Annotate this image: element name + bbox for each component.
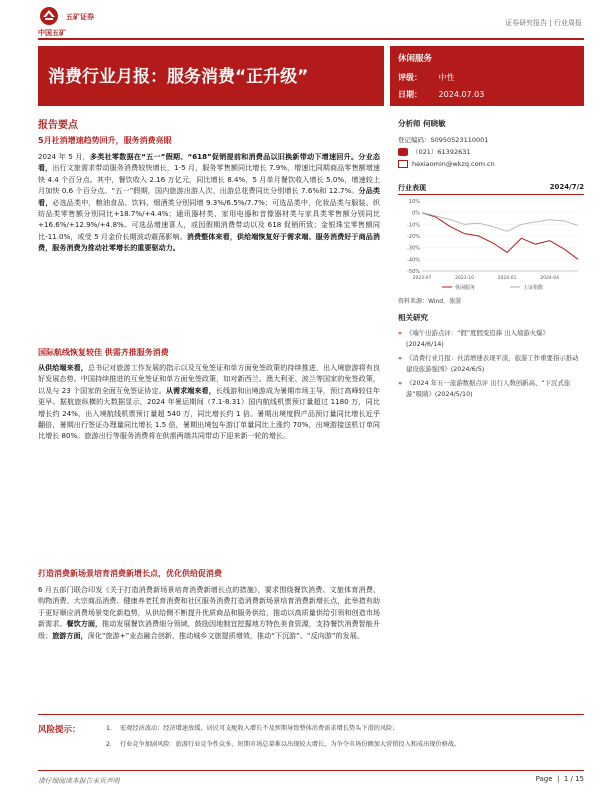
- y-tick-label: -10%: [407, 222, 420, 229]
- header-divider: [38, 38, 584, 40]
- title-banner: [38, 46, 384, 106]
- rating-value: 中性: [438, 73, 455, 82]
- subheading-1: 5月社消增速趋势回升，服务消费亮眼: [38, 136, 172, 145]
- chart-title: 行业表现: [398, 184, 426, 192]
- date-row: [398, 89, 484, 100]
- analyst-email[interactable]: hexiaomin@wkzq.com.cn: [412, 160, 495, 168]
- footer-divider: [38, 770, 584, 771]
- x-tick-label: 2024-01: [497, 276, 517, 281]
- legend-label: 休闲服务: [455, 285, 476, 291]
- y-tick-label: -20%: [407, 234, 420, 240]
- industry-performance-chart: [398, 183, 584, 305]
- logo-securities-name: 五矿证券: [66, 13, 94, 21]
- analyst-email-row: [398, 158, 584, 170]
- y-tick-label: 10%: [408, 199, 420, 205]
- x-tick-label: 2024-04: [540, 276, 560, 281]
- logo-company-name: 中国五矿: [38, 29, 66, 37]
- related-research: [398, 312, 584, 404]
- series-line-1: [422, 213, 578, 232]
- chart-source: 资料来源：Wind，旅游: [398, 298, 462, 305]
- risk-item: 2. 行业竞争加剧风险：旅游行业竞争性众多、短期市场总量难以出现较大增长，为争夺市场份额加大营销投入和成出现价格战。: [106, 741, 461, 748]
- y-tick-label: -30%: [407, 245, 420, 252]
- page-number: Page | 1 / 15: [535, 775, 584, 783]
- y-tick-label: -50%: [407, 269, 420, 275]
- y-tick-label: 0%: [412, 210, 420, 217]
- analyst-cert: 登记编码：S0950523110001: [398, 136, 489, 144]
- industry-name: 休闲服务: [398, 54, 433, 64]
- phone-icon: [398, 148, 408, 156]
- analyst-name: 分析师 何晓敏: [398, 119, 446, 128]
- report-title: 消费行业月报：服务消费“正升级”: [48, 67, 309, 87]
- analyst-phone: （021）61392631: [412, 148, 471, 156]
- company-logo-mark-icon: [38, 6, 60, 26]
- chart-header: [398, 183, 584, 195]
- subheading-2: 国际航线恢复较佳 供需齐推服务消费: [38, 348, 169, 357]
- risk-item: 1. 宏观经济波动：经济增速放缓、居民可支配收入增长不及预期导致整体消费需求增长势头下滑的风险；: [106, 725, 399, 732]
- paragraph-2: 从供给端来看，总书记对旅游工作发展的指示以及互免签证和单方面免签政策的持续推进，出入境旅游将有良好发展态势。中国持续推进的互免签证和单方面免签政策，如对新西兰、澳大利亚、波兰等国家的免签政策，以及与 23 个国家的全面互免签证协定。从需求端来看，长线游和出境游成为暑期市场主导，预订高峰较往年更早。据航旅纵横的大数据显示，2024 年暑运期间（7.1-8.31）国内航线机票预订量超过 1180 万，同比增长约 24%，出入境航线机票预订量超 540 万，同比增长约 1 倍。暑期出境度假产品预订量同比增长近乎翻倍，暑期出行签证办理量同比增长 1.5 倍，暑期出境包车游订单量同比上涨约 70%，出境游接送机订单同比增长 80%。旅游出行等服务消费将在供需两端共同带动下迎来新一轮的增长。: [38, 363, 381, 441]
- chart-svg: [398, 197, 584, 294]
- x-tick-label: 2023-07: [412, 276, 432, 281]
- related-item[interactable]: » 《端午出游点评：“假”度假变追捧 出入境游火爆》(2024/6/14): [398, 328, 584, 349]
- x-tick-label: 2023-10: [455, 276, 474, 281]
- analyst-phone-row: [398, 146, 584, 158]
- chart-date: 2024/7/2: [549, 183, 584, 191]
- date-label: 日期：: [398, 90, 422, 99]
- related-item[interactable]: » 《2024 年五一旅游数据点评 出行人数创新高、“下沉式旅游”吸睛》(2024/5/10): [398, 378, 584, 399]
- risk-section: [38, 714, 584, 768]
- rating-label: 评级：: [398, 73, 422, 82]
- company-logo: [38, 6, 128, 40]
- analyst-info: [398, 118, 584, 170]
- subheading-3: 打造消费新场景培育消费新增长点，优化供给促消费: [38, 569, 222, 578]
- paragraph-1: 2024 年 5 月，多类社零数据在“五一”假期、“618”促销提前和消费品以旧换新带动下增速回升。分业态看，出行文旅需求带动服务消费较快增长，1-5 月，服务零售额同比增长 7.9%，增速比同期商品零售额增速快 4.4 个百分点。其中，餐饮收入 2.16 万亿元，同比增长 8.4%，5 月单月餐饮收入增长 5.0%，增速较上月加快 0.6 个百分点。“五一”假期，国内旅游出游人次、出游总花费同比分别增长 7.6%和 12.7%。分品类看，必选品类中，粮油食品、饮料、烟酒类分别同增 9.3%/6.5%/7.7%；可选品类中，化妆品类与服装、织纺品类零售额分别同比+18.7%/+4.4%；通讯器材类、家用电器和音像器材类与家具类零售额分别同比+16.6%/+12.9%/+4.8%。可选品增速喜人，或因假期消费带动以及 618 促销所致；金银珠宝零售额同比-11.0%，或受 5 月金价长期波动震荡影响。消费整体来看，供给端恢复好于需求端、服务消费好于商品消费，服务消费为推动社零增长的重要驱动力。: [38, 152, 381, 253]
- risk-label: 风险提示：: [38, 725, 81, 735]
- related-item[interactable]: » 《消费行业月报：社消增速表现平淡，旅游工作重要指示推动建设旅游强国》(2024/6/5): [398, 353, 584, 374]
- related-title: 相关研究: [398, 313, 428, 322]
- page-label: Page: [535, 775, 553, 783]
- report-category: 证券研究报告 | 行业周报: [505, 19, 582, 27]
- rating-row: [398, 72, 455, 83]
- date-value: 2024.07.03: [438, 90, 485, 99]
- section-title: 报告要点: [38, 120, 78, 131]
- y-tick-label: -40%: [407, 257, 420, 264]
- footer-disclaimer: 请仔细阅读本报告末页声明: [38, 777, 120, 785]
- legend-label: 上证指数: [523, 285, 544, 291]
- rating-panel: [390, 46, 584, 106]
- page-value: 1 / 15: [563, 775, 584, 783]
- mail-icon: [398, 160, 408, 168]
- paragraph-3: 6 月五部门联合印发《关于打造消费新场景培育消费新增长点的措施》，要求围绕餐饮消费、文旅体育消费、购物消费、大宗商品消费、健康养老托育消费和社区服务消费打造消费新场景培育消费新增长点，此举措有助于更好顺应消费场景变化新趋势，从供给侧不断提升优质商品和服务供给，推动以高质量供给引领和创造市场新需求。餐饮方面，推动发展餐饮消费细分领域，鼓励因地制宜挖掘地方特色美食资源，支持餐饮消费智能升级；旅游方面，深化“旅游+”业态融合创新，推动城乡文旅提质增效，推动“下沉游”、“反向游”的发展。: [38, 585, 381, 640]
